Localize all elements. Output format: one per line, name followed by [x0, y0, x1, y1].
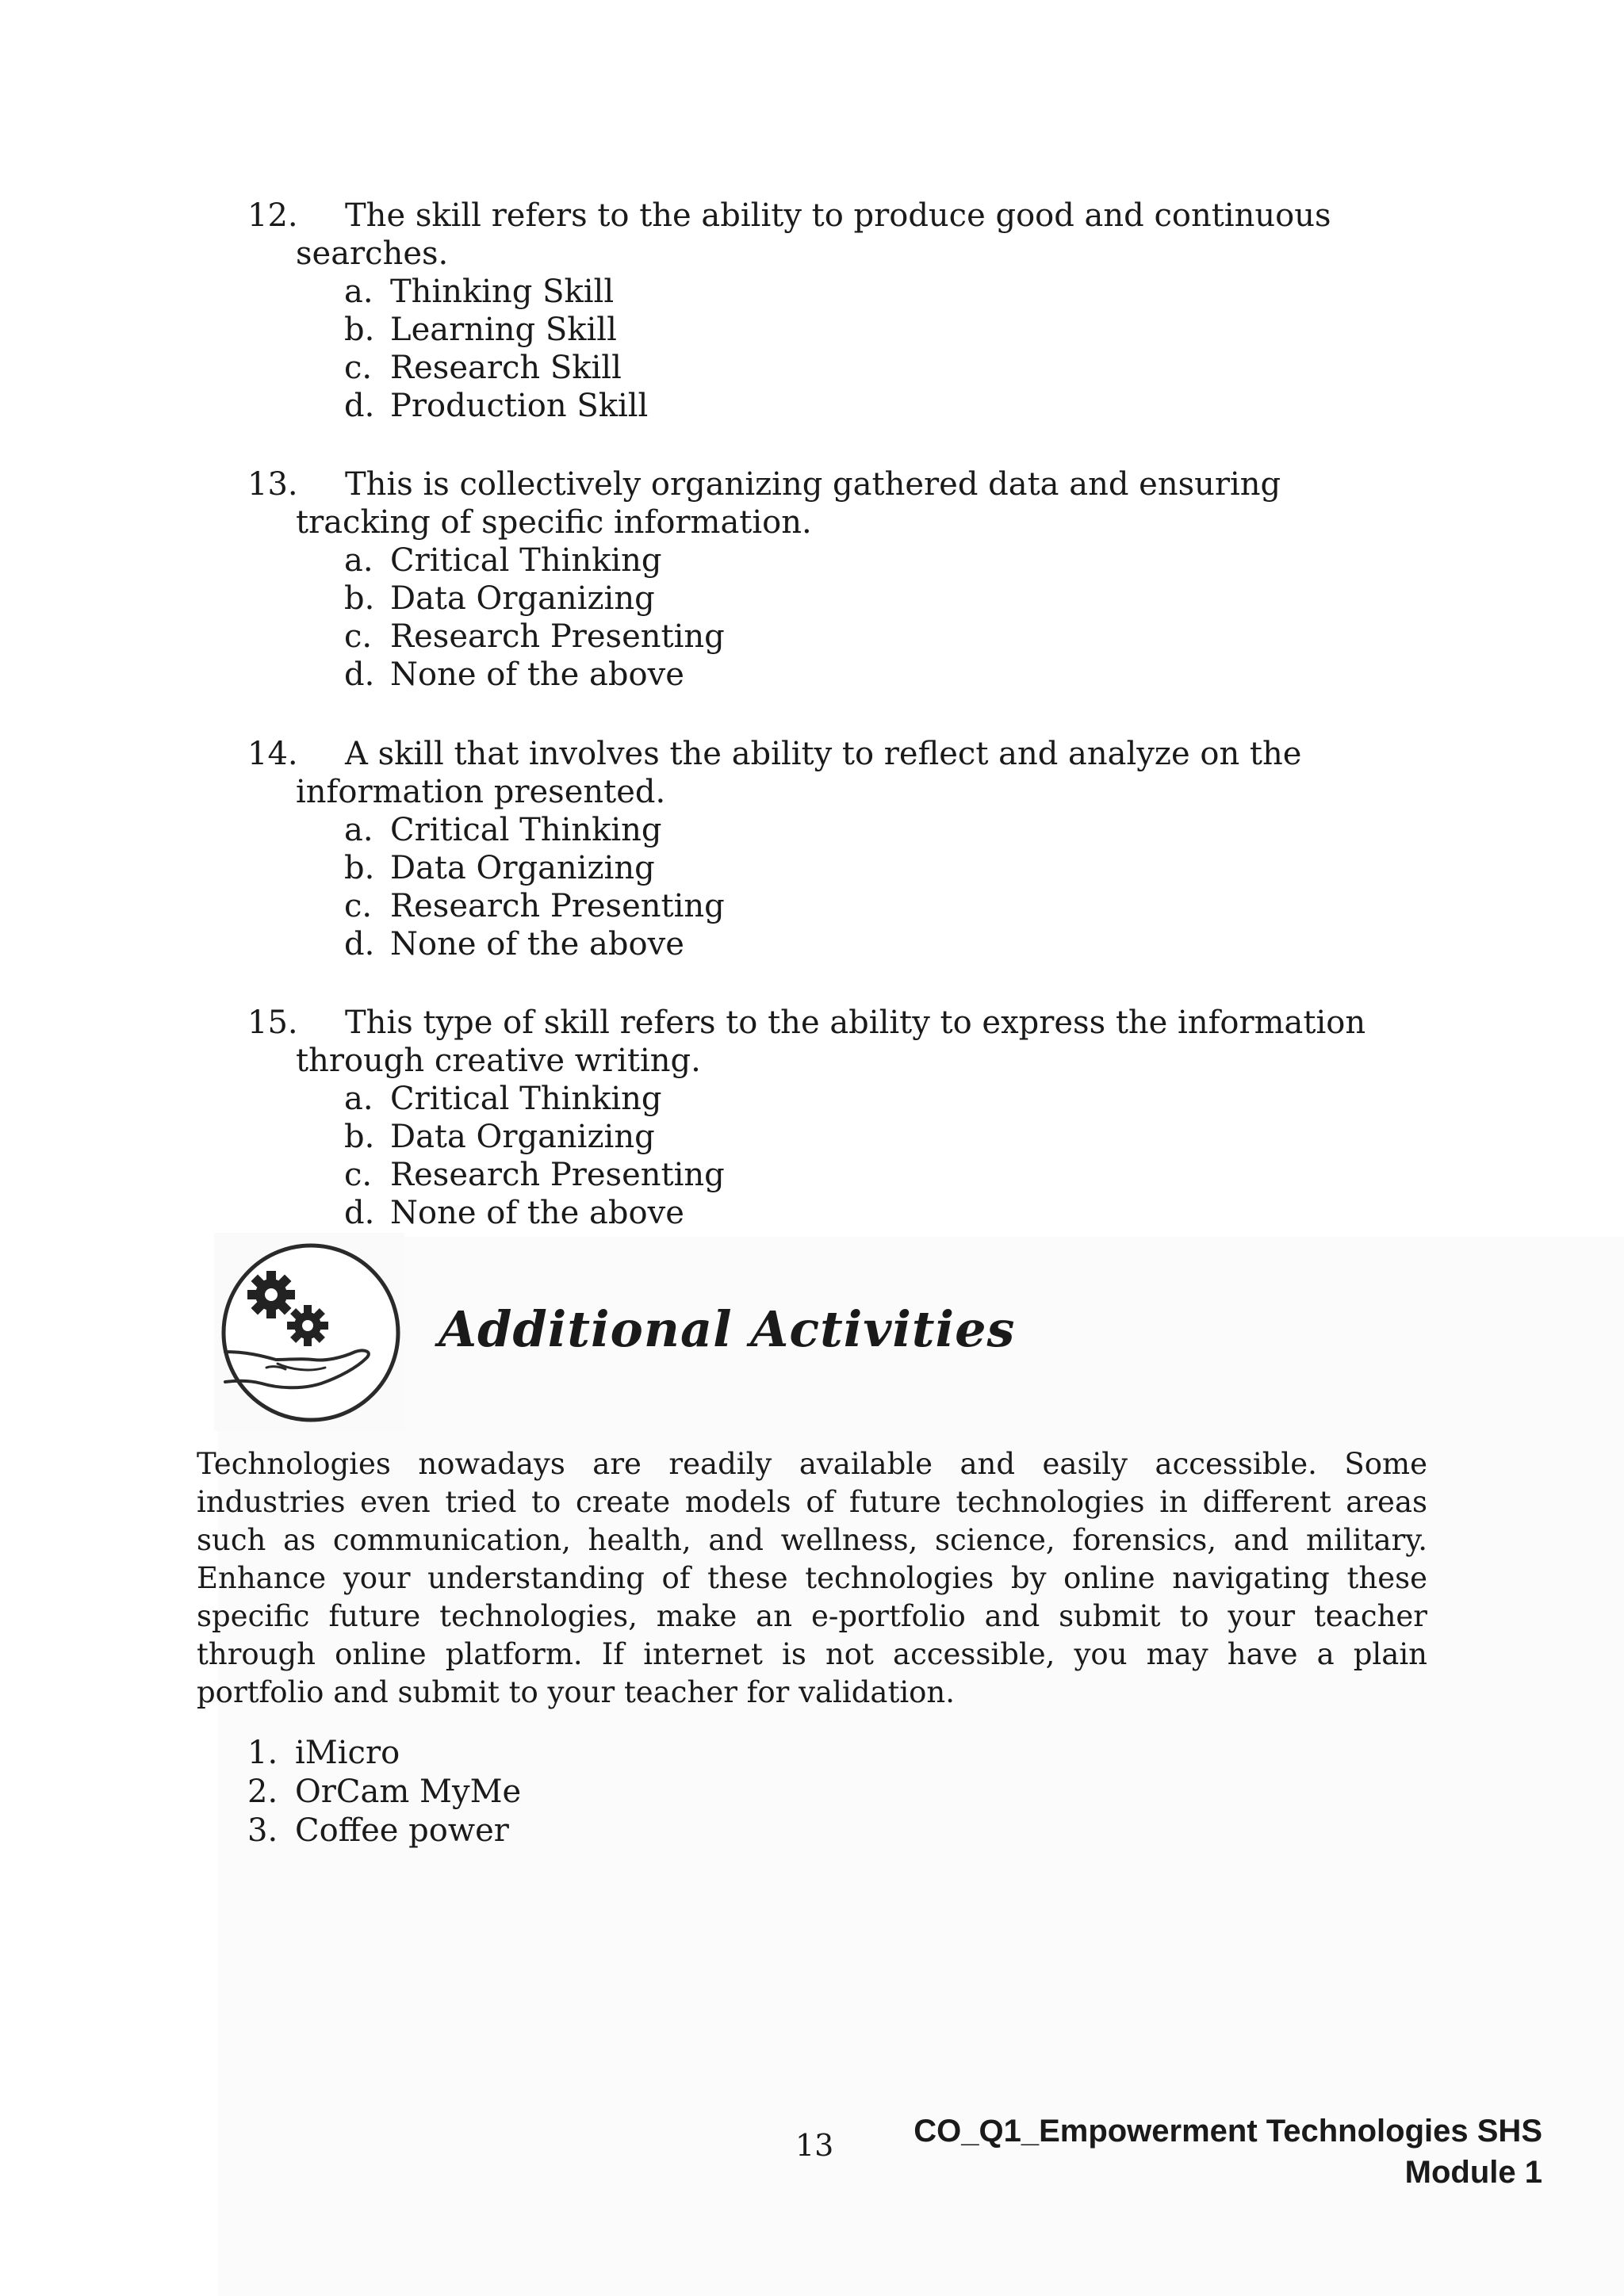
option-letter: b.: [344, 312, 375, 348]
list-text: Coffee power: [295, 1812, 509, 1849]
option-letter: b.: [344, 850, 375, 886]
question-number: 13.: [247, 466, 298, 503]
question-text-continued: through creative writing.: [296, 1043, 701, 1079]
list-item: [247, 1773, 521, 1812]
question-text: This type of skill refers to the ability to express the information: [345, 1004, 1366, 1041]
instructions-paragraph: Technologies nowadays are readily available and easily accessible. Some industries even tried to create models of future technologies in different areas such as communication, health, and wellness, science, forensics, and military. Enhance your understanding of these technologies by online navigating these specific future technologies, make an e-portfolio and submit to your teacher through online platform. If internet is not accessible, you may have a plain portfolio and submit to your teacher for validation.: [197, 1447, 1427, 1709]
answer-options: [344, 811, 1437, 963]
gears-on-hand-icon: [214, 1233, 404, 1431]
footer-line-1: CO_Q1_Empowerment Technologies SHS: [914, 2114, 1542, 2149]
question-text-continued: information presented.: [296, 774, 666, 810]
option-text: Production Skill: [390, 388, 649, 424]
question-stem: [247, 197, 1437, 235]
option-text: Critical Thinking: [390, 1081, 662, 1117]
option-text: Research Presenting: [390, 618, 725, 655]
option-text: None of the above: [390, 656, 684, 693]
option-letter: d.: [344, 926, 375, 962]
answer-options: [344, 541, 1437, 694]
option-text: Research Presenting: [390, 1157, 725, 1193]
technology-list: [247, 1734, 521, 1850]
option-text: Critical Thinking: [390, 542, 662, 579]
question-number: 15.: [247, 1004, 298, 1041]
answer-options: [344, 1080, 1437, 1232]
section-title: Additional Activities: [439, 1300, 1016, 1358]
option-text: Thinking Skill: [390, 274, 615, 310]
page-number: 13: [795, 2128, 834, 2163]
question-text-continued: searches.: [296, 235, 449, 272]
option-letter: d.: [344, 388, 375, 424]
question-stem: [247, 735, 1437, 773]
list-text: iMicro: [295, 1735, 400, 1771]
option-text: Learning Skill: [390, 312, 617, 348]
list-text: OrCam MyMe: [295, 1774, 522, 1810]
option-text: Research Skill: [390, 350, 622, 386]
question-number: 14.: [247, 736, 298, 772]
option-text: Critical Thinking: [390, 812, 662, 848]
list-number: 3.: [247, 1812, 278, 1849]
footer-line-2: Module 1: [1404, 2155, 1542, 2190]
footer-module-label: [914, 2110, 1542, 2193]
option-letter: c.: [344, 1157, 373, 1193]
question-stem: [247, 465, 1437, 503]
list-number: 2.: [247, 1774, 278, 1810]
question-text: A skill that involves the ability to reflect and analyze on the: [345, 736, 1302, 772]
option-text: None of the above: [390, 1195, 684, 1231]
question-text: This is collectively organizing gathered data and ensuring: [345, 466, 1281, 503]
option-letter: b.: [344, 580, 375, 617]
question-12: [247, 197, 1437, 425]
option-letter: b.: [344, 1119, 375, 1155]
question-number: 12.: [247, 197, 298, 234]
list-number: 1.: [247, 1735, 278, 1771]
list-item: [247, 1812, 521, 1850]
answer-options: [344, 273, 1437, 425]
option-letter: a.: [344, 274, 373, 310]
option-text: Data Organizing: [390, 850, 655, 886]
option-text: Data Organizing: [390, 1119, 655, 1155]
list-item: [247, 1734, 521, 1773]
option-letter: c.: [344, 618, 373, 655]
question-13: [247, 465, 1437, 694]
option-letter: c.: [344, 888, 373, 924]
question-text-continued: tracking of specific information.: [296, 504, 812, 541]
option-text: Research Presenting: [390, 888, 725, 924]
question-14: [247, 735, 1437, 963]
option-letter: d.: [344, 656, 375, 693]
option-letter: a.: [344, 542, 373, 579]
option-letter: a.: [344, 1081, 373, 1117]
option-letter: c.: [344, 350, 373, 386]
option-letter: d.: [344, 1195, 375, 1231]
option-text: Data Organizing: [390, 580, 655, 617]
question-stem: [247, 1004, 1437, 1042]
question-text: The skill refers to the ability to produce good and continuous: [345, 197, 1331, 234]
option-letter: a.: [344, 812, 373, 848]
question-15: [247, 1004, 1437, 1232]
option-text: None of the above: [390, 926, 684, 962]
